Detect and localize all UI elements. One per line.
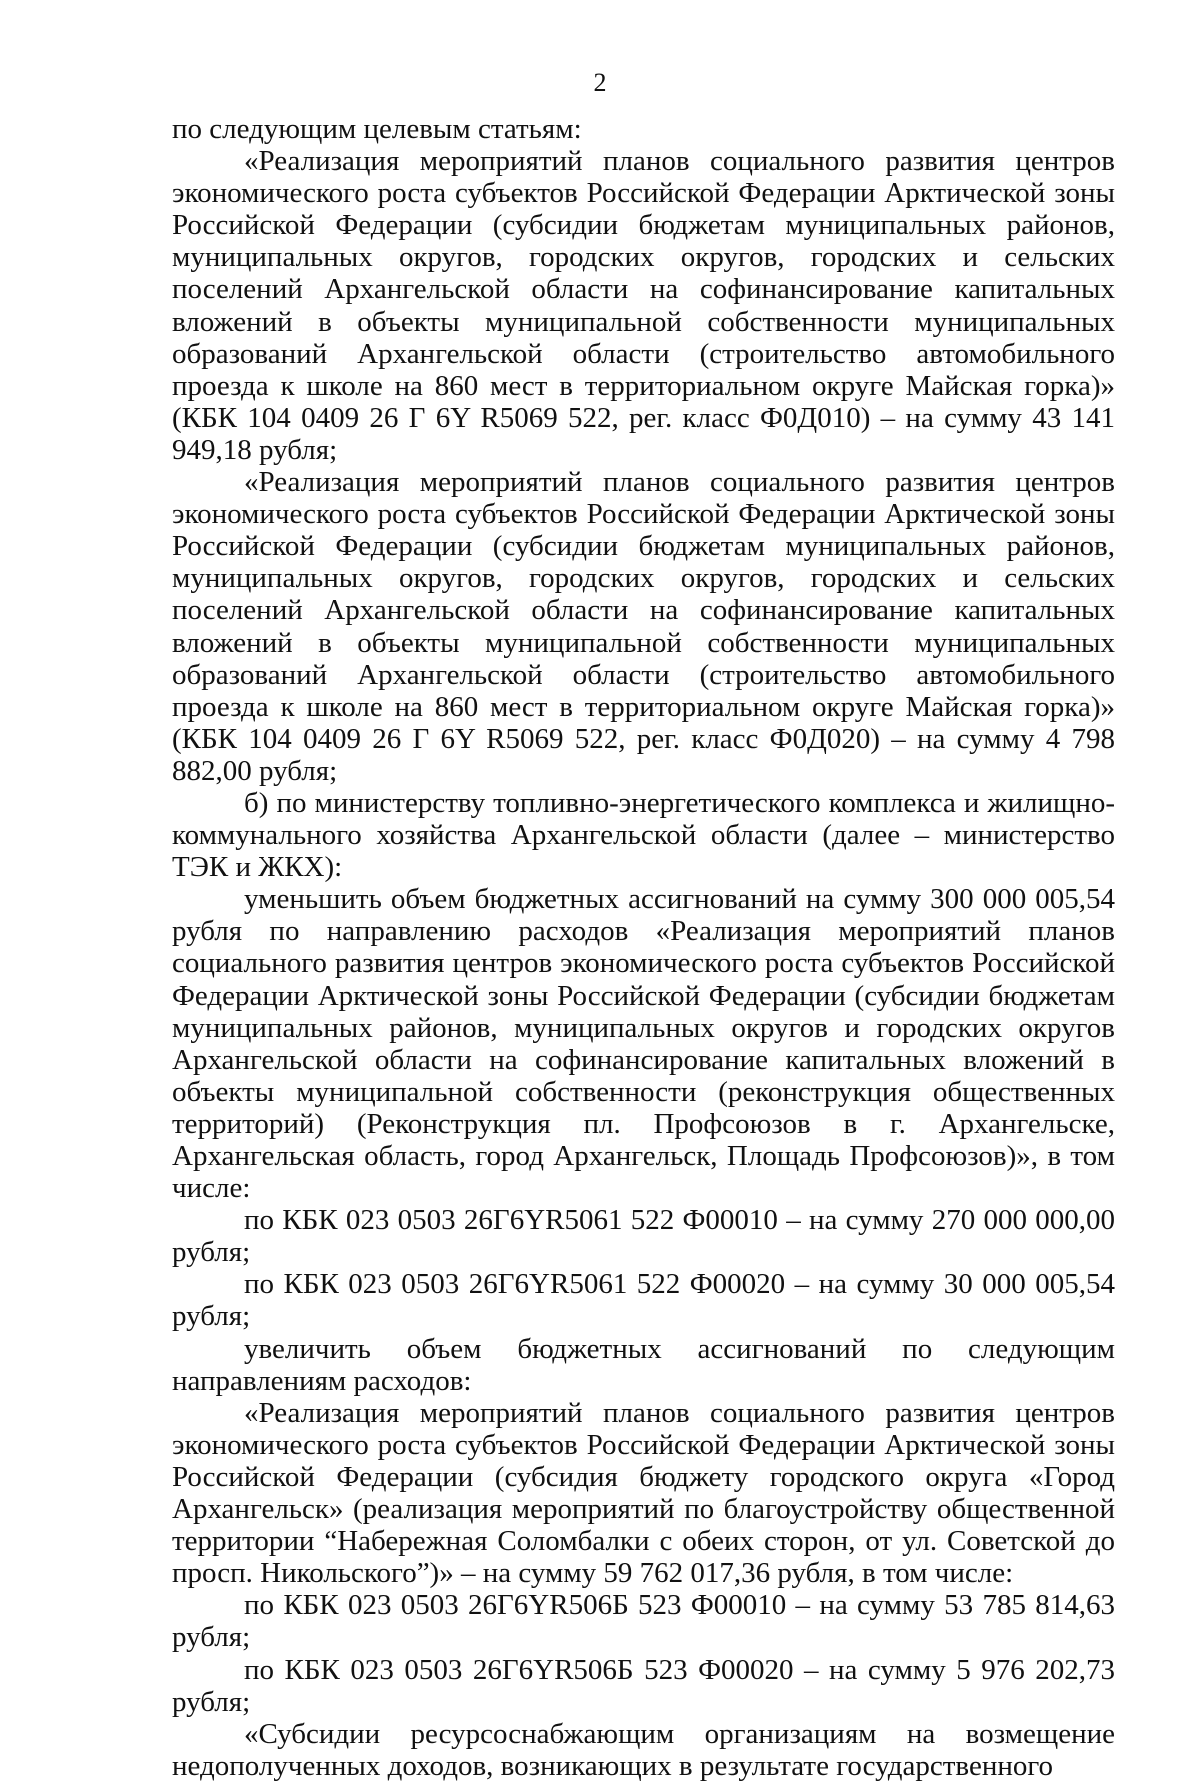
paragraph-solombalka-embankment: «Реализация мероприятий планов социального развития центров экономического роста субъектов Российской Федерации Арктической зоны Российской Федерации (субсидия бюджету городского округа «Город Архангельск» (реализация мероприятий по благоустройству общественной территории “Набережная Соломбалки с обеих сторон, от ул. Советской до просп. Никольского”)» – на сумму 59 762 017,36 рубля, в том числе:	[172, 1396, 1115, 1590]
paragraph-kbk-r506b-f00020: по КБК 023 0503 26Г6YR506Б 523 Ф00020 – на сумму 5 976 202,73 рубля;	[172, 1653, 1115, 1718]
paragraph-increase-allocations: увеличить объем бюджетных ассигнований по следующим направлениям расходов:	[172, 1332, 1115, 1397]
paragraph-kbk-r5061-f00020: по КБК 023 0503 26Г6YR5061 522 Ф00020 – на сумму 30 000 005,54 рубля;	[172, 1268, 1115, 1333]
paragraph-decrease-allocations: уменьшить объем бюджетных ассигнований на сумму 300 000 005,54 рубля по направлению расходов «Реализация мероприятий планов социального развития центров экономического роста субъектов Российской Федерации Арктической зоны Российской Федерации (субсидии бюджетам муниципальных районов, муниципальных округов и городских округов Архангельской области на софинансирование капитальных вложений в объекты муниципальной собственности (реконструкция общественных территорий) (Реконструкция пл. Профсоюзов в г. Архангельске, Архангельская область, город Архангельск, Площадь Профсоюзов)», в том числе:	[172, 883, 1115, 1205]
paragraph-kbk-r5061-f00010: по КБК 023 0503 26Г6YR5061 522 Ф00010 – на сумму 270 000 000,00 рубля;	[172, 1204, 1115, 1269]
paragraph-kbk-r506b-f00010: по КБК 023 0503 26Г6YR506Б 523 Ф00010 – на сумму 53 785 814,63 рубля;	[172, 1589, 1115, 1654]
page-number: 2	[593, 68, 607, 97]
paragraph-road-construction-f0d010: «Реализация мероприятий планов социального развития центров экономического роста субъектов Российской Федерации Арктической зоны Российской Федерации (субсидии бюджетам муниципальных районов, муниципальных округов, городских округов, городских и сельских поселений Архангельской области на софинансирование капитальных вложений в объекты муниципальной собственности муниципальных образований Архангельской области (строительство автомобильного проезда к школе на 860 мест в территориальном округе Майская горка)» (КБК 104 0409 26 Г 6Y R5069 522, рег. класс Ф0Д010) – на сумму 43 141 949,18 рубля;	[172, 145, 1115, 466]
paragraph-road-construction-f0d020: «Реализация мероприятий планов социального развития центров экономического роста субъектов Российской Федерации Арктической зоны Российской Федерации (субсидии бюджетам муниципальных районов, муниципальных округов, городских округов, городских и сельских поселений Архангельской области на софинансирование капитальных вложений в объекты муниципальной собственности муниципальных образований Архангельской области (строительство автомобильного проезда к школе на 860 мест в территориальном округе Майская горка)» (КБК 104 0409 26 Г 6Y R5069 522, рег. класс Ф0Д020) – на сумму 4 798 882,00 рубля;	[172, 466, 1115, 787]
paragraph-target-articles-intro: по следующим целевым статьям:	[172, 113, 582, 145]
paragraph-resource-subsidies: «Субсидии ресурсоснабжающим организациям на возмещение недополученных доходов, возникающих в результате государственного	[172, 1717, 1115, 1782]
document-body	[172, 113, 1115, 1782]
paragraph-ministry-tek-zhkh: б) по министерству топливно-энергетического комплекса и жилищно-коммунального хозяйства Архангельской области (далее – министерство ТЭК и ЖКХ):	[172, 786, 1115, 884]
